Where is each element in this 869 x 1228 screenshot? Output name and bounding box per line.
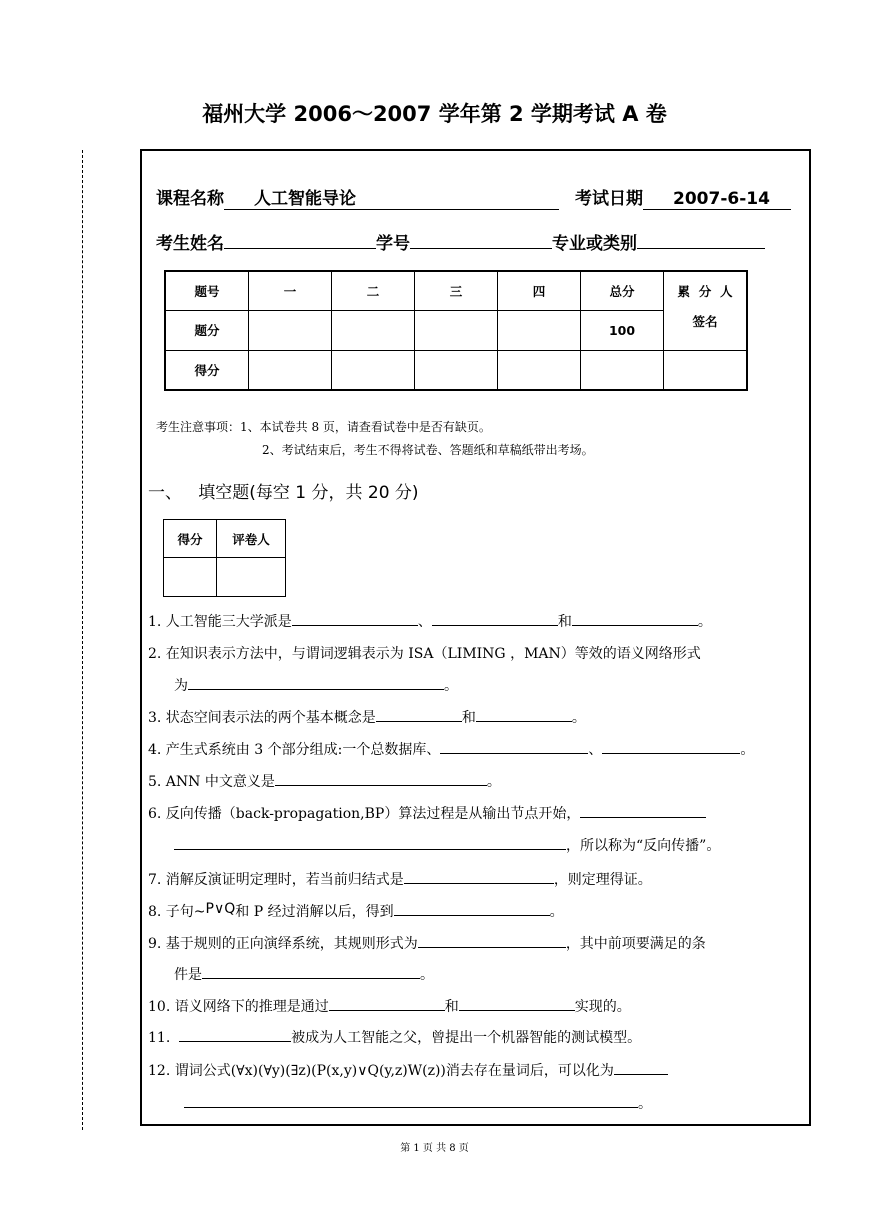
question-8 bbox=[148, 901, 564, 921]
question-12-line-2 bbox=[184, 1093, 652, 1113]
signer-line1: 累 分 人 bbox=[677, 284, 733, 299]
answer-blank[interactable] bbox=[418, 933, 566, 948]
question-6-end: ，所以称为“反向传播”。 bbox=[566, 838, 721, 854]
points-cell bbox=[249, 310, 332, 350]
period: 。 bbox=[444, 678, 458, 694]
score-header-cell: 一 bbox=[249, 271, 332, 310]
question-12-line-1 bbox=[148, 1060, 668, 1080]
question-5-text: 5. ANN 中文意义是 bbox=[148, 774, 275, 790]
score-header-cell: 题号 bbox=[165, 271, 249, 310]
grader-score-header: 得分 bbox=[164, 520, 217, 558]
answer-blank[interactable] bbox=[188, 675, 444, 690]
question-11-text: 被成为人工智能之父，曾提出一个机器智能的测试模型。 bbox=[291, 1030, 642, 1046]
answer-blank[interactable] bbox=[292, 611, 418, 626]
score-cell[interactable] bbox=[415, 350, 498, 390]
course-value: 人工智能导论 bbox=[224, 184, 559, 210]
exam-title: 福州大学 2006～2007 学年第 2 学期考试 A 卷 bbox=[202, 102, 667, 126]
question-6-text: 6. 反向传播（back-propagation,BP）算法过程是从输出节点开始， bbox=[148, 806, 581, 822]
id-blank[interactable] bbox=[410, 229, 552, 249]
score-cell[interactable] bbox=[498, 350, 581, 390]
answer-blank[interactable] bbox=[179, 1027, 291, 1042]
answer-blank[interactable] bbox=[580, 803, 706, 818]
question-6-line-2 bbox=[174, 835, 720, 855]
score-table bbox=[164, 270, 748, 391]
course-label: 课程名称 bbox=[156, 189, 224, 209]
question-10-text: 10. 语义网络下的推理是通过 bbox=[148, 999, 329, 1015]
notice-line-1: 考生注意事项：1、本试卷共 8 页，请查看试卷中是否有缺页。 bbox=[156, 420, 491, 434]
period: 。 bbox=[571, 710, 586, 726]
signer-signature-cell[interactable] bbox=[664, 350, 748, 390]
points-cell bbox=[332, 310, 415, 350]
answer-blank[interactable] bbox=[440, 739, 588, 754]
question-9-text: 9. 基于规则的正向演绎系统，其规则形式为 bbox=[148, 936, 418, 952]
answer-blank[interactable] bbox=[184, 1093, 638, 1108]
binding-cut-line bbox=[82, 150, 83, 1130]
score-header-cell: 三 bbox=[415, 271, 498, 310]
question-9-text-2: ，其中前项要满足的条 bbox=[565, 936, 706, 952]
score-cell[interactable] bbox=[332, 350, 415, 390]
signer-line2: 签名 bbox=[692, 314, 718, 329]
question-1-text: 1. 人工智能三大学派是 bbox=[148, 614, 292, 630]
question-9-line-1 bbox=[148, 933, 706, 953]
total-points: 100 bbox=[581, 310, 664, 350]
question-9-line-2 bbox=[174, 964, 434, 984]
major-label: 专业或类别 bbox=[552, 234, 637, 254]
answer-blank[interactable] bbox=[275, 771, 487, 786]
page-footer: 第 1 页 共 8 页 bbox=[400, 1143, 469, 1154]
grader-name-header: 评卷人 bbox=[217, 520, 286, 558]
answer-blank[interactable] bbox=[459, 996, 575, 1011]
separator: 和 bbox=[461, 710, 476, 726]
date-label: 考试日期 bbox=[575, 189, 643, 209]
question-12-text: 12. 谓词公式(∀x)(∀y)(∃z)(P(x,y)∨Q(y,z)W(z))消去存在量词后，可以化为 bbox=[148, 1063, 614, 1079]
clause-formula: P∨Q bbox=[205, 901, 236, 917]
answer-blank[interactable] bbox=[432, 611, 558, 626]
name-blank[interactable] bbox=[224, 229, 376, 249]
question-11 bbox=[148, 1027, 641, 1047]
separator: 、 bbox=[417, 614, 432, 630]
answer-blank[interactable] bbox=[174, 835, 566, 850]
section-heading bbox=[148, 478, 419, 503]
question-10-end: 实现的。 bbox=[574, 999, 631, 1015]
question-2-line-1: 2. 在知识表示方法中，与谓词逻辑表示为 ISA（LIMING ，MAN）等效的语义网络形式 bbox=[148, 646, 701, 662]
signer-cell bbox=[664, 271, 748, 350]
answer-blank[interactable] bbox=[202, 964, 420, 979]
question-1 bbox=[148, 611, 712, 631]
answer-blank[interactable] bbox=[329, 996, 445, 1011]
question-6-line-1 bbox=[148, 803, 706, 823]
answer-blank[interactable] bbox=[404, 869, 554, 884]
score-header-cell: 四 bbox=[498, 271, 581, 310]
score-cell[interactable] bbox=[581, 350, 664, 390]
grader-score-cell[interactable] bbox=[164, 558, 217, 597]
period: 。 bbox=[486, 774, 501, 790]
separator: 、 bbox=[588, 742, 603, 758]
id-label: 学号 bbox=[376, 234, 410, 254]
date-row bbox=[575, 184, 791, 210]
question-8-text-2: 和 P 经过消解以后，得到 bbox=[235, 904, 394, 920]
period: 。 bbox=[697, 614, 712, 630]
grader-table bbox=[163, 519, 286, 597]
answer-blank[interactable] bbox=[476, 707, 572, 722]
question-3-text: 3. 状态空间表示法的两个基本概念是 bbox=[148, 710, 376, 726]
period: 。 bbox=[420, 967, 434, 983]
question-4-text: 4. 产生式系统由 3 个部分组成:一个总数据库、 bbox=[148, 742, 441, 758]
section-number: 一、 bbox=[148, 483, 182, 503]
question-9-text-3: 件是 bbox=[174, 967, 202, 983]
period: 。 bbox=[638, 1096, 652, 1112]
score-header-cell: 总分 bbox=[581, 271, 664, 310]
question-11-number: 11. bbox=[148, 1030, 171, 1046]
period: 。 bbox=[549, 904, 564, 920]
answer-blank[interactable] bbox=[394, 901, 550, 916]
answer-blank[interactable] bbox=[602, 739, 740, 754]
date-value: 2007-6-14 bbox=[643, 189, 791, 210]
answer-blank[interactable] bbox=[572, 611, 698, 626]
question-2-text: 为 bbox=[174, 678, 188, 694]
row-label-score: 得分 bbox=[165, 350, 249, 390]
question-8-text: 8. 子句~ bbox=[148, 904, 206, 920]
separator: 和 bbox=[557, 614, 572, 630]
student-row bbox=[156, 229, 765, 254]
notice-line-2: 2、考试结束后，考生不得将试卷、答题纸和草稿纸带出考场。 bbox=[262, 443, 594, 457]
points-cell bbox=[498, 310, 581, 350]
major-blank[interactable] bbox=[637, 229, 765, 249]
name-label: 考生姓名 bbox=[156, 234, 224, 254]
period: 。 bbox=[740, 742, 755, 758]
question-10 bbox=[148, 996, 631, 1016]
score-cell[interactable] bbox=[249, 350, 332, 390]
question-4 bbox=[148, 739, 754, 759]
question-7-text: 7. 消解反演证明定理时，若当前归结式是 bbox=[148, 872, 404, 888]
row-label-points: 题分 bbox=[165, 310, 249, 350]
separator: 和 bbox=[444, 999, 459, 1015]
points-cell bbox=[415, 310, 498, 350]
score-header-cell: 二 bbox=[332, 271, 415, 310]
question-3 bbox=[148, 707, 586, 727]
answer-blank[interactable] bbox=[614, 1060, 668, 1075]
grader-name-cell[interactable] bbox=[217, 558, 286, 597]
answer-blank[interactable] bbox=[376, 707, 462, 722]
question-2-line-2 bbox=[174, 675, 458, 695]
question-7-end: ，则定理得证。 bbox=[553, 872, 652, 888]
section-title: 填空题(每空 1 分，共 20 分) bbox=[198, 483, 419, 503]
question-7 bbox=[148, 869, 652, 889]
question-5 bbox=[148, 771, 501, 791]
course-row bbox=[156, 184, 559, 210]
